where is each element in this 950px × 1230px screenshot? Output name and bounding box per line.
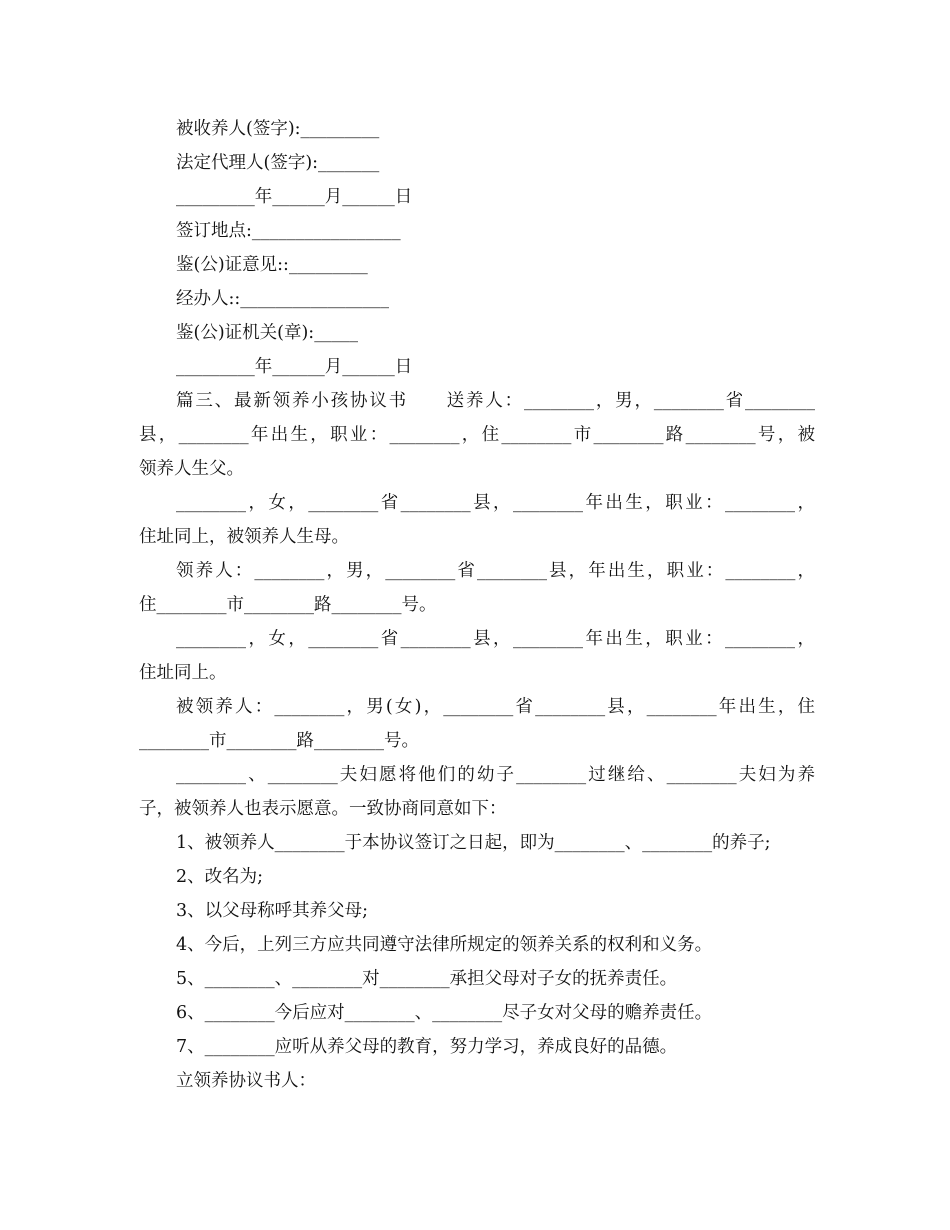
clause-4: 4、今后，上列三方应共同遵守法律所规定的领养关系的权利和义务。 — [176, 935, 713, 955]
agreement-intro: ________、________夫妇愿将他们的幼子________过继给、________夫妇为养 — [176, 765, 815, 785]
clause-2: 2、改名为; — [176, 867, 264, 887]
notary-opinion-line: 鉴(公)证意见::_________ — [176, 255, 368, 275]
adopter-mother-address: 住址同上。 — [139, 663, 227, 683]
sender-father-details: 县，________年出生，职业：________，住________市________路________号，被 — [139, 425, 815, 445]
sender-father-role: 领养人生父。 — [139, 459, 244, 479]
clause-3: 3、以父母称呼其养父母; — [176, 901, 369, 921]
adoptee-signature-line: 被收养人(签字):_________ — [176, 119, 380, 139]
adopter-father-details: 领养人：________，男，________省________县，年出生，职业：________， — [176, 561, 815, 581]
sender-mother-role: 住址同上，被领养人生母。 — [139, 527, 349, 547]
clause-5: 5、________、________对________承担父母对子女的抚养责任。 — [176, 969, 678, 989]
handler-line: 经办人::_________________ — [176, 289, 390, 309]
date-line: _________年______月______日 — [176, 187, 413, 207]
adopter-mother-details: ________，女，________省________县，________年出生，职业：________， — [176, 629, 815, 649]
adoptee-details: 被领养人：________，男(女)，________省________县，________年出生，住 — [176, 697, 815, 717]
agreement-intro-continued: 子，被领养人也表示愿意。一致协商同意如下： — [139, 799, 507, 819]
adoptee-address: ________市________路________号。 — [139, 731, 419, 751]
legal-agent-signature-line: 法定代理人(签字):_______ — [176, 153, 380, 173]
clause-6: 6、________今后应对________、________尽子女对父母的赡养责任。 — [176, 1003, 713, 1023]
sender-mother-details: ________，女，________省________县，________年出生，职业：________， — [176, 493, 815, 513]
signing-place-line: 签订地点:_________________ — [176, 221, 401, 241]
notary-office-seal-line: 鉴(公)证机关(章):_____ — [176, 323, 358, 343]
section-three-heading: 篇三、最新领养小孩协议书 送养人：________，男，________省________ — [176, 391, 815, 411]
date-line-2: _________年______月______日 — [176, 357, 413, 377]
agreement-signatories: 立领养协议书人： — [176, 1071, 316, 1091]
clause-7: 7、________应听从养父母的教育，努力学习，养成良好的品德。 — [176, 1037, 678, 1057]
document-body — [139, 112, 815, 1098]
adopter-father-address: 住________市________路________号。 — [139, 595, 437, 615]
clause-1: 1、被领养人________于本协议签订之日起，即为________、________的养子; — [176, 833, 771, 853]
